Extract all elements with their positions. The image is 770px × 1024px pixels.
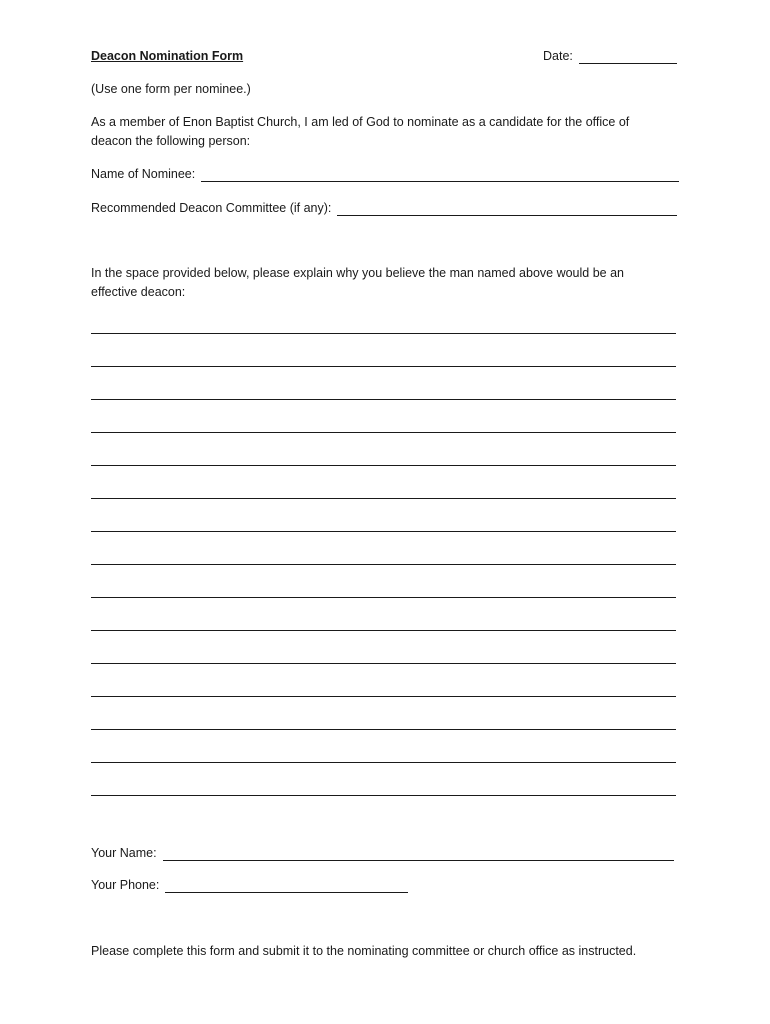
explain-prompt: In the space provided below, please explain why you believe the man named above would be an effective deacon: — [91, 266, 624, 299]
form-title: Deacon Nomination Form — [91, 49, 244, 63]
answer-line[interactable] — [91, 334, 676, 367]
answer-line[interactable] — [91, 301, 676, 334]
nominee-input-line[interactable] — [201, 169, 679, 182]
your-phone-label: Your Phone: — [91, 878, 160, 892]
committee-label: Recommended Deacon Committee (if any): — [91, 201, 332, 215]
date-field[interactable] — [543, 48, 677, 64]
answer-line[interactable] — [91, 631, 676, 664]
answer-line[interactable] — [91, 367, 676, 400]
intro-paragraph: As a member of Enon Baptist Church, I am led of God to nominate as a candidate for the office of deacon the following person: — [91, 115, 630, 148]
date-label: Date: — [543, 49, 573, 63]
answer-line[interactable] — [91, 697, 676, 730]
your-name-label: Your Name: — [91, 846, 157, 860]
footer-instruction: Please complete this form and submit it to the nominating committee or church office as instructed. — [91, 944, 637, 958]
your-name-input-line[interactable] — [163, 848, 674, 861]
date-input-line[interactable] — [579, 51, 677, 64]
answer-line[interactable] — [91, 433, 676, 466]
answer-line[interactable] — [91, 664, 676, 697]
your-phone-field[interactable] — [91, 877, 408, 893]
answer-line[interactable] — [91, 730, 676, 763]
answer-line[interactable] — [91, 499, 676, 532]
answer-line[interactable] — [91, 763, 676, 796]
answer-lines[interactable] — [91, 301, 676, 796]
instruction-text: (Use one form per nominee.) — [91, 82, 251, 96]
answer-line[interactable] — [91, 532, 676, 565]
answer-line[interactable] — [91, 466, 676, 499]
your-name-field[interactable] — [91, 845, 674, 861]
nominee-field[interactable] — [91, 166, 679, 182]
answer-line[interactable] — [91, 565, 676, 598]
answer-line[interactable] — [91, 598, 676, 631]
your-phone-input-line[interactable] — [165, 880, 408, 893]
answer-line[interactable] — [91, 400, 676, 433]
committee-field[interactable] — [91, 200, 677, 216]
nominee-label: Name of Nominee: — [91, 167, 196, 181]
committee-input-line[interactable] — [337, 203, 677, 216]
